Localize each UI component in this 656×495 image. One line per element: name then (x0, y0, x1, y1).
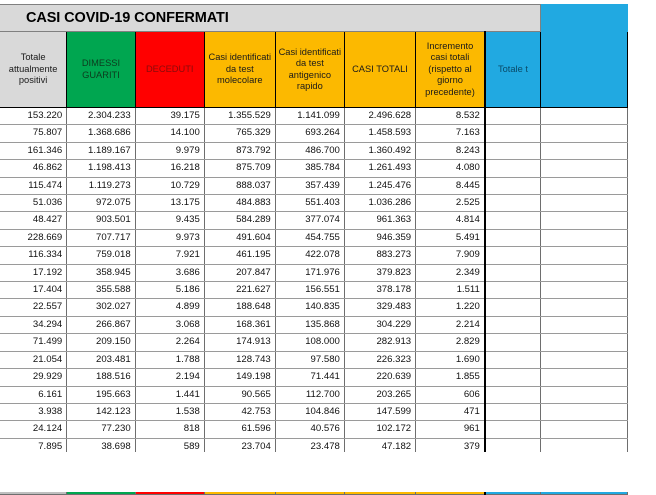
cell-positivi: 34.294 (0, 316, 67, 333)
table-row (0, 229, 628, 246)
cell-totali: 1.261.493 (344, 160, 415, 177)
table-row (0, 264, 628, 281)
table-row (0, 160, 628, 177)
cell-incremento: 4.080 (416, 160, 485, 177)
column-header-tamponi[interactable]: Totale t (485, 32, 541, 108)
column-header-incremento[interactable]: Incremento casi totali (rispetto al giorno precedente) (416, 32, 485, 108)
cell-positivi: 17.192 (0, 264, 67, 281)
cell-molecolare: 42.753 (204, 403, 275, 420)
cell-totali: 147.599 (344, 403, 415, 420)
cell-deceduti: 1.441 (135, 386, 204, 403)
cell-tamponi (485, 316, 541, 333)
cell-guariti: 195.663 (67, 386, 135, 403)
table-row (0, 351, 628, 368)
cell-totali: 379.823 (344, 264, 415, 281)
cell-tamponi-overflow (541, 160, 628, 177)
cell-deceduti: 9.435 (135, 212, 204, 229)
cell-tamponi (485, 160, 541, 177)
cell-positivi: 22.557 (0, 299, 67, 316)
cell-tamponi (485, 212, 541, 229)
cell-incremento: 5.491 (416, 229, 485, 246)
cell-deceduti: 10.729 (135, 177, 204, 194)
table-row (0, 247, 628, 264)
cell-totali: 946.359 (344, 229, 415, 246)
cell-deceduti: 1.788 (135, 351, 204, 368)
table-row (0, 142, 628, 159)
cell-molecolare: 484.883 (204, 195, 275, 212)
column-header-positivi[interactable]: Totale attualmente positivi (0, 32, 67, 108)
cell-tamponi (485, 369, 541, 386)
cell-totali: 883.273 (344, 247, 415, 264)
cell-incremento: 1.220 (416, 299, 485, 316)
cell-tamponi (485, 282, 541, 299)
cell-molecolare: 1.355.529 (204, 108, 275, 125)
cell-guariti: 1.368.686 (67, 125, 135, 142)
cell-antigenico: 551.403 (275, 195, 344, 212)
cell-antigenico: 693.264 (275, 125, 344, 142)
cell-molecolare: 149.198 (204, 369, 275, 386)
table-row (0, 334, 628, 351)
cell-antigenico: 377.074 (275, 212, 344, 229)
cell-incremento: 471 (416, 403, 485, 420)
cell-tamponi (485, 386, 541, 403)
cell-positivi: 71.499 (0, 334, 67, 351)
table-row (0, 386, 628, 403)
cell-positivi: 116.334 (0, 247, 67, 264)
cell-guariti: 759.018 (67, 247, 135, 264)
cell-tamponi (485, 299, 541, 316)
cell-totali: 220.639 (344, 369, 415, 386)
cell-incremento: 7.909 (416, 247, 485, 264)
cell-tamponi (485, 229, 541, 246)
cell-guariti: 1.119.273 (67, 177, 135, 194)
cell-incremento: 2.829 (416, 334, 485, 351)
cell-positivi: 7.895 (0, 438, 67, 455)
cell-molecolare: 888.037 (204, 177, 275, 194)
cell-totali: 2.496.628 (344, 108, 415, 125)
cell-positivi: 46.862 (0, 160, 67, 177)
cell-antigenico: 422.078 (275, 247, 344, 264)
cell-guariti: 355.588 (67, 282, 135, 299)
cell-positivi: 24.124 (0, 421, 67, 438)
cell-molecolare: 207.847 (204, 264, 275, 281)
cell-antigenico: 112.700 (275, 386, 344, 403)
cell-deceduti: 4.899 (135, 299, 204, 316)
cell-guariti: 38.698 (67, 438, 135, 455)
cell-deceduti: 1.538 (135, 403, 204, 420)
cell-tamponi-overflow (541, 195, 628, 212)
cell-antigenico: 156.551 (275, 282, 344, 299)
cell-guariti: 2.304.233 (67, 108, 135, 125)
table-row (0, 108, 628, 125)
cell-antigenico: 108.000 (275, 334, 344, 351)
cell-tamponi-overflow (541, 108, 628, 125)
column-header-molecolare[interactable]: Casi identificati da test molecolare (204, 32, 275, 108)
covid-data-table (0, 4, 628, 495)
cell-tamponi-overflow (541, 386, 628, 403)
cell-incremento: 2.525 (416, 195, 485, 212)
cell-totali: 1.360.492 (344, 142, 415, 159)
cell-positivi: 6.161 (0, 386, 67, 403)
cell-incremento: 8.243 (416, 142, 485, 159)
cell-totali: 282.913 (344, 334, 415, 351)
cell-molecolare: 128.743 (204, 351, 275, 368)
cell-tamponi-overflow (541, 247, 628, 264)
cell-deceduti: 5.186 (135, 282, 204, 299)
cell-tamponi-overflow (541, 177, 628, 194)
cell-tamponi-overflow (541, 316, 628, 333)
cell-tamponi (485, 247, 541, 264)
cell-totali: 304.229 (344, 316, 415, 333)
cell-totali: 329.483 (344, 299, 415, 316)
column-header-antigenico[interactable]: Casi identificati da test antigenico rapido (275, 32, 344, 108)
cell-deceduti: 9.979 (135, 142, 204, 159)
cell-guariti: 302.027 (67, 299, 135, 316)
cell-positivi: 228.669 (0, 229, 67, 246)
table-row (0, 369, 628, 386)
cell-molecolare: 221.627 (204, 282, 275, 299)
cell-incremento: 1.690 (416, 351, 485, 368)
cell-guariti: 209.150 (67, 334, 135, 351)
cell-guariti: 972.075 (67, 195, 135, 212)
cell-incremento: 961 (416, 421, 485, 438)
cell-tamponi (485, 142, 541, 159)
cell-tamponi-overflow (541, 212, 628, 229)
cell-deceduti: 9.973 (135, 229, 204, 246)
cell-molecolare: 61.596 (204, 421, 275, 438)
cell-guariti: 1.189.167 (67, 142, 135, 159)
cell-antigenico: 486.700 (275, 142, 344, 159)
cell-antigenico: 140.835 (275, 299, 344, 316)
cell-tamponi (485, 125, 541, 142)
cell-molecolare: 188.648 (204, 299, 275, 316)
cell-deceduti: 13.175 (135, 195, 204, 212)
table-row (0, 403, 628, 420)
cell-tamponi (485, 351, 541, 368)
cell-totali: 1.036.286 (344, 195, 415, 212)
cell-positivi: 48.427 (0, 212, 67, 229)
cell-totali: 102.172 (344, 421, 415, 438)
cell-antigenico: 135.868 (275, 316, 344, 333)
cell-molecolare: 875.709 (204, 160, 275, 177)
cell-deceduti: 589 (135, 438, 204, 455)
cell-deceduti: 2.194 (135, 369, 204, 386)
cell-tamponi-overflow (541, 334, 628, 351)
column-header-guariti[interactable]: DIMESSI GUARITI (67, 32, 135, 108)
header-tamponi-overflow (541, 32, 628, 108)
cell-tamponi (485, 403, 541, 420)
cell-antigenico: 97.580 (275, 351, 344, 368)
cell-guariti: 77.230 (67, 421, 135, 438)
cell-incremento: 8.532 (416, 108, 485, 125)
cell-deceduti: 2.264 (135, 334, 204, 351)
table-viewport (0, 4, 656, 452)
cell-tamponi-overflow (541, 299, 628, 316)
cell-tamponi (485, 334, 541, 351)
cell-tamponi-overflow (541, 282, 628, 299)
cell-totali: 961.363 (344, 212, 415, 229)
cell-guariti: 266.867 (67, 316, 135, 333)
table-body (0, 5, 628, 495)
cell-antigenico: 71.441 (275, 369, 344, 386)
cell-tamponi (485, 177, 541, 194)
table-title-row (0, 5, 628, 32)
cell-incremento: 4.814 (416, 212, 485, 229)
cell-positivi: 153.220 (0, 108, 67, 125)
cell-tamponi (485, 421, 541, 438)
cell-totali: 1.458.593 (344, 125, 415, 142)
cell-tamponi-overflow (541, 369, 628, 386)
cell-incremento: 7.163 (416, 125, 485, 142)
cell-antigenico: 385.784 (275, 160, 344, 177)
cell-tamponi-overflow (541, 264, 628, 281)
cell-tamponi-overflow (541, 125, 628, 142)
cell-incremento: 379 (416, 438, 485, 455)
cell-positivi: 115.474 (0, 177, 67, 194)
cell-molecolare: 174.913 (204, 334, 275, 351)
cell-tamponi-overflow (541, 351, 628, 368)
cell-molecolare: 23.704 (204, 438, 275, 455)
cell-antigenico: 104.846 (275, 403, 344, 420)
cell-guariti: 707.717 (67, 229, 135, 246)
cell-antigenico: 23.478 (275, 438, 344, 455)
cell-deceduti: 14.100 (135, 125, 204, 142)
cell-molecolare: 90.565 (204, 386, 275, 403)
cell-positivi: 29.929 (0, 369, 67, 386)
cell-totali: 1.245.476 (344, 177, 415, 194)
cell-deceduti: 16.218 (135, 160, 204, 177)
cell-antigenico: 171.976 (275, 264, 344, 281)
cell-deceduti: 7.921 (135, 247, 204, 264)
cell-guariti: 142.123 (67, 403, 135, 420)
table-row (0, 282, 628, 299)
cell-positivi: 161.346 (0, 142, 67, 159)
cell-molecolare: 765.329 (204, 125, 275, 142)
table-row (0, 125, 628, 142)
cell-totali: 47.182 (344, 438, 415, 455)
cell-positivi: 75.807 (0, 125, 67, 142)
cell-molecolare: 873.792 (204, 142, 275, 159)
cell-guariti: 1.198.413 (67, 160, 135, 177)
cell-molecolare: 168.361 (204, 316, 275, 333)
cell-tamponi (485, 195, 541, 212)
cell-guariti: 903.501 (67, 212, 135, 229)
cell-antigenico: 454.755 (275, 229, 344, 246)
cell-guariti: 188.516 (67, 369, 135, 386)
cell-totali: 226.323 (344, 351, 415, 368)
cell-molecolare: 491.604 (204, 229, 275, 246)
cell-positivi: 51.036 (0, 195, 67, 212)
cell-guariti: 358.945 (67, 264, 135, 281)
cell-incremento: 1.855 (416, 369, 485, 386)
cell-totali: 378.178 (344, 282, 415, 299)
cell-tamponi (485, 108, 541, 125)
cell-positivi: 17.404 (0, 282, 67, 299)
cell-positivi: 3.938 (0, 403, 67, 420)
cell-deceduti: 39.175 (135, 108, 204, 125)
cell-positivi: 21.054 (0, 351, 67, 368)
cell-antigenico: 357.439 (275, 177, 344, 194)
column-header-totali[interactable]: CASI TOTALI (344, 32, 415, 108)
cell-antigenico: 1.141.099 (275, 108, 344, 125)
cell-tamponi-overflow (541, 421, 628, 438)
cell-molecolare: 461.195 (204, 247, 275, 264)
cell-incremento: 2.349 (416, 264, 485, 281)
cell-deceduti: 818 (135, 421, 204, 438)
cell-molecolare: 584.289 (204, 212, 275, 229)
cell-tamponi (485, 264, 541, 281)
table-row (0, 421, 628, 438)
title-row-cyan-cap (541, 5, 628, 32)
cell-tamponi-overflow (541, 142, 628, 159)
page-title: CASI COVID-19 CONFERMATI (0, 5, 541, 32)
cell-antigenico: 40.576 (275, 421, 344, 438)
column-header-deceduti[interactable]: DECEDUTI (135, 32, 204, 108)
cell-deceduti: 3.686 (135, 264, 204, 281)
cell-incremento: 2.214 (416, 316, 485, 333)
cell-incremento: 606 (416, 386, 485, 403)
cell-deceduti: 3.068 (135, 316, 204, 333)
table-row (0, 299, 628, 316)
cell-guariti: 203.481 (67, 351, 135, 368)
table-row (0, 212, 628, 229)
table-row (0, 316, 628, 333)
cell-tamponi-overflow (541, 229, 628, 246)
sheet-blank-area (0, 452, 656, 492)
table-row (0, 195, 628, 212)
table-header-row (0, 32, 628, 108)
cell-incremento: 1.511 (416, 282, 485, 299)
cell-tamponi-overflow (541, 403, 628, 420)
table-row (0, 177, 628, 194)
cell-totali: 203.265 (344, 386, 415, 403)
cell-incremento: 8.445 (416, 177, 485, 194)
